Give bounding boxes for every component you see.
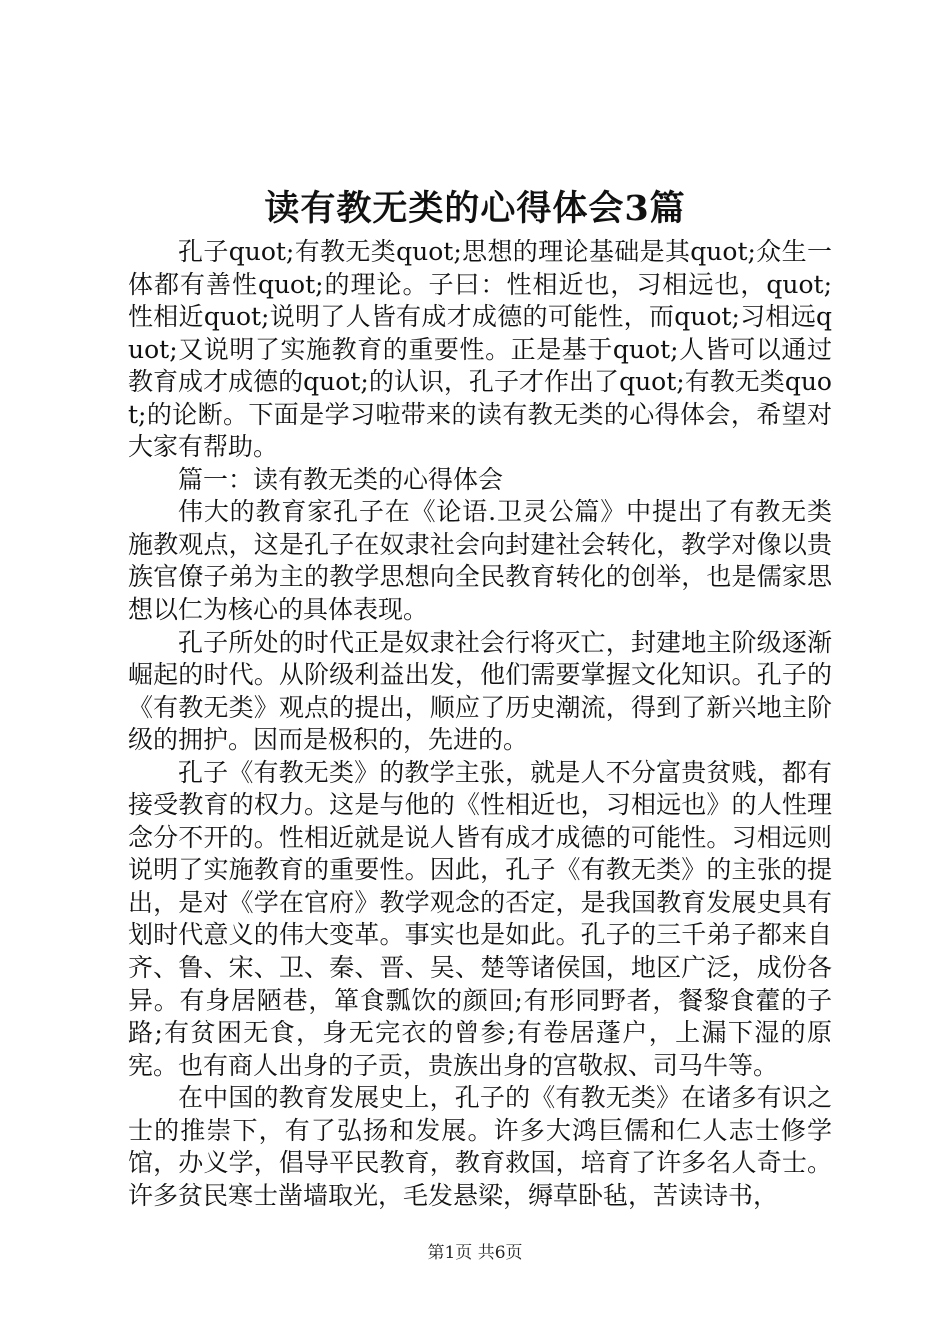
section-heading: 篇一：读有教无类的心得体会 [178, 464, 504, 494]
document-body [128, 236, 832, 1212]
page-footer: 第1页 共6页 [427, 1243, 523, 1263]
body-paragraph: 在中国的教育发展史上，孔子的《有教无类》在诸多有识之士的推崇下，有了弘扬和发展。许多大鸿巨儒和仁人志士修学馆，办义学，倡导平民教育，教育救国，培育了许多名人奇士。许多贫民寒士凿墙取光，毛发悬梁，缛草卧毡，苦读诗书， [128, 1083, 832, 1210]
body-paragraph: 孔子所处的时代正是奴隶社会行将灭亡，封建地主阶级逐渐崛起的时代。从阶级利益出发，他们需要掌握文化知识。孔子的《有教无类》观点的提出，顺应了历史潮流，得到了新兴地主阶级的拥护。因而是极积的，先进的。 [128, 627, 832, 755]
body-paragraph: 孔子《有教无类》的教学主张，就是人不分富贵贫贱，都有接受教育的权力。这是与他的《性相近也，习相远也》的人性理念分不开的。性相近就是说人皆有成才成德的可能性。习相远则说明了实施教育的重要性。因此，孔子《有教无类》的主张的提出，是对《学在官府》教学观念的否定，是我国教育发展史具有划时代意义的伟大变革。事实也是如此。孔子的三千弟子都来自齐、鲁、宋、卫、秦、晋、吴、楚等诸侯国，地区广泛，成份各异。有身居陋巷，箪食瓢饮的颜回;有形同野者，餐黎食藿的子路;有贫困无食，身无完衣的曾参;有卷居蓬户，上漏下湿的原宪。也有商人出身的子贡，贵族出身的宫敬叔、司马牛等。 [128, 757, 832, 1080]
body-paragraph: 伟大的教育家孔子在《论语.卫灵公篇》中提出了有教无类施教观点，这是孔子在奴隶社会向封建社会转化，教学对像以贵族官僚子弟为主的教学思想向全民教育转化的创举，也是儒家思想以仁为核心的具体表现。 [128, 497, 832, 625]
document-title: 读有教无类的心得体会3篇 [264, 188, 686, 229]
intro-paragraph: 孔子quot;有教无类quot;思想的理论基础是其quot;众生一体都有善性quot;的理论。子曰：性相近也，习相远也，quot;性相近quot;说明了人皆有成才成德的可能性，而quot;习相远quot;又说明了实施教育的重要性。正是基于quot;人皆可以通过教育成才成德的quot;的认识，孔子才作出了quot;有教无类quot;的论断。下面是学习啦带来的读有教无类的心得体会，希望对大家有帮助。 [128, 237, 832, 462]
